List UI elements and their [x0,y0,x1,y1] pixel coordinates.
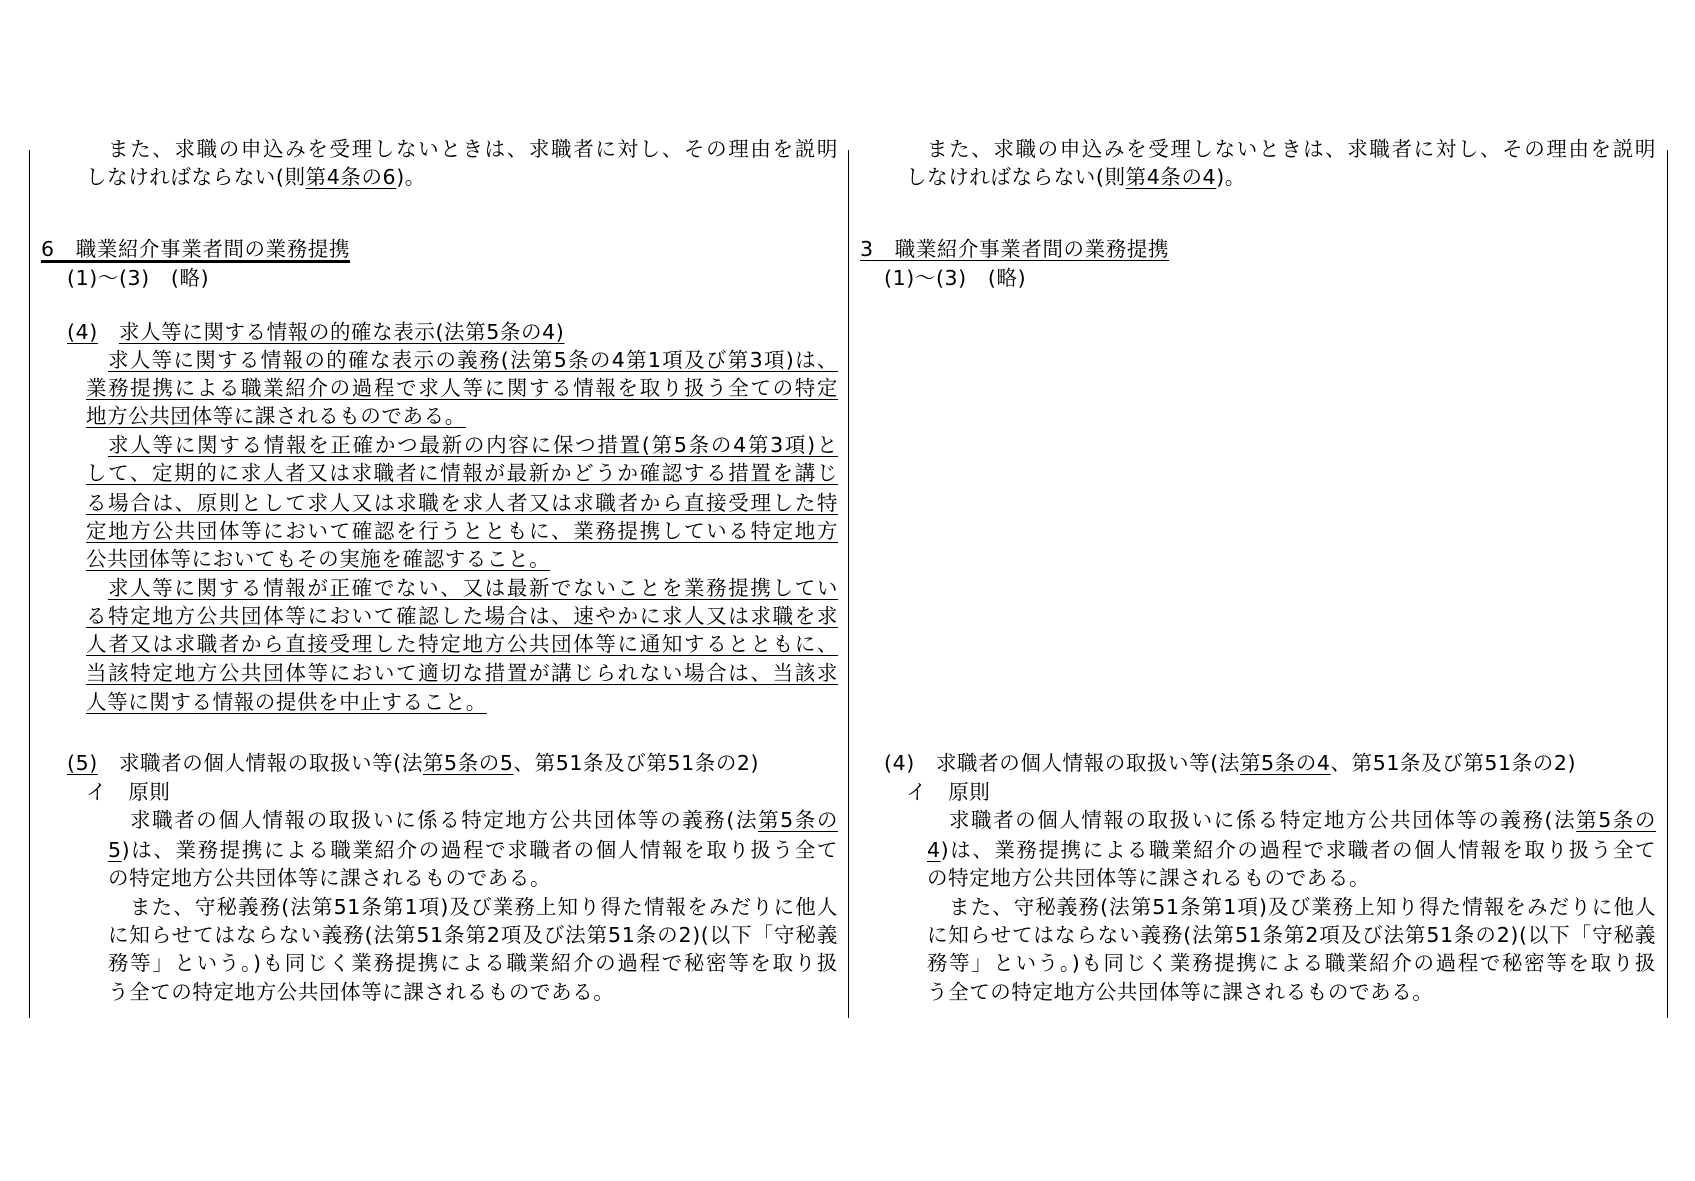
text-segment: )は、業務提携による職業紹介の過程で求職者の個人情報を取り扱う全て [940,838,1656,862]
underlined-amendment: 公共団体等においてもその実施を確認すること。 [86,547,551,571]
text-line [86,490,838,516]
text-segment: しなければならない(則 [86,165,306,189]
text-line [927,837,1656,863]
text-line [41,236,350,262]
underlined-amendment: 求人等に関する情報の的確な表示(法第5条の4) [118,320,565,344]
text-line [67,265,209,291]
underlined-amendment: 人者又は求職者から直接受理した特定地方公共団体等に通知するとともに、 [86,632,838,656]
underlined-amendment: 求人等に関する情報を正確かつ最新の内容に保つ措置(第5条の4第3項)と [108,433,838,457]
text-line [86,603,838,629]
underlined-amendment: 求人等に関する情報の的確な表示の義務(法第5条の4第1項及び第3項)は、 [108,348,838,372]
text-segment: また、守秘義務(法第51条第1項)及び業務上知り得た情報をみだりに他人 [949,895,1656,919]
text-line [108,432,838,458]
text-line [884,750,1576,776]
text-segment: に知らせてはならない義務(法第51条第2項及び法第51条の2)(以下「守秘義 [108,923,838,947]
text-segment: 務等」という。)も同じく業務提携による職業紹介の過程で秘密等を取り扱 [108,951,838,975]
text-line [927,979,1433,1005]
underlined-amendment: して、定期的に求人者又は求職者に情報が最新かどうか確認する措置を講じ [86,461,838,485]
text-segment: の特定地方公共団体等に課されるものである。 [927,866,1371,890]
text-segment: 求職者の個人情報の取扱いに係る特定地方公共団体等の義務(法 [130,808,759,832]
underlined-amendment: 4 [927,838,941,862]
underlined-amendment: 第5条の [1576,808,1656,832]
text-segment: 、第51条及び第51条の2) [1330,751,1577,775]
underlined-amendment: 第5条の [758,808,838,832]
text-line [86,660,838,686]
text-line [927,950,1656,976]
text-line [86,518,838,544]
text-line [860,236,1169,262]
text-segment [98,320,119,344]
text-line [86,546,550,572]
text-line [86,631,838,657]
underlined-amendment: 人等に関する情報の提供を中止すること。 [86,690,487,714]
text-line [86,460,838,486]
text-segment: う全ての特定地方公共団体等に課されるものである。 [108,980,615,1004]
text-line [130,894,838,920]
text-line [86,779,170,805]
text-line [108,950,838,976]
underlined-amendment: 当該特定地方公共団体等において適切な措置が講じられない場合は、当該求 [86,661,838,685]
text-segment: また、求職の申込みを受理しないときは、求職者に対し、その理由を説明 [927,137,1656,161]
text-line [927,865,1370,891]
text-segment: 、第51条及び第51条の2) [513,751,760,775]
text-segment: (4) 求職者の個人情報の取扱い等(法 [884,751,1240,775]
text-segment: しなければならない(則 [906,165,1126,189]
underlined-amendment: 5 [108,838,122,862]
text-segment: 求職者の個人情報の取扱いに係る特定地方公共団体等の義務(法 [949,808,1577,832]
text-line [906,779,990,805]
text-line [86,403,466,429]
underlined-amendment: 地方公共団体等に課されるものである。 [86,404,466,428]
underlined-amendment: る場合は、原則として求人又は求職を求人者又は求職者から直接受理した特 [86,491,838,515]
text-line [108,979,614,1005]
text-segment: イ 原則 [86,780,171,804]
text-line [108,575,838,601]
underlined-amendment: (5) [67,751,98,775]
underlined-amendment: (4) [67,320,98,344]
underlined-amendment: 業務提携による職業紹介の過程で求人等に関する情報を取り扱う全ての特定 [86,376,838,400]
text-line [86,375,838,401]
underlined-amendment: 第4条の6 [305,165,397,189]
text-segment: )。 [396,165,426,189]
text-segment: う全ての特定地方公共団体等に課されるものである。 [927,980,1434,1004]
text-line [884,265,1026,291]
text-line [67,319,564,345]
text-segment: に知らせてはならない義務(法第51条第2項及び法第51条の2)(以下「守秘義 [927,923,1656,947]
text-line [949,807,1656,833]
underlined-amendment: 求人等に関する情報が正確でない、又は最新でないことを業務提携してい [108,576,838,600]
underlined-amendment: 第5条の5 [422,751,514,775]
text-segment: 務等」という。)も同じく業務提携による職業紹介の過程で秘密等を取り扱 [927,951,1656,975]
column-divider [848,150,849,1018]
text-line [927,922,1656,948]
text-segment: )は、業務提携による職業紹介の過程で求職者の個人情報を取り扱う全て [121,838,838,862]
right-border [1667,150,1668,1018]
text-line [67,750,759,776]
text-line [108,865,551,891]
text-line [108,347,838,373]
text-line [927,136,1656,162]
text-segment: )。 [1216,165,1246,189]
underlined-amendment: 第5条の4 [1239,751,1331,775]
text-segment: 求職者の個人情報の取扱い等(法 [97,751,423,775]
text-segment: また、求職の申込みを受理しないときは、求職者に対し、その理由を説明 [108,137,838,161]
underlined-amendment: 6 職業紹介事業者間の業務提携 [41,237,351,261]
text-segment: イ 原則 [906,780,991,804]
underlined-amendment: 3 職業紹介事業者間の業務提携 [860,237,1170,261]
text-line [949,894,1656,920]
left-border [29,150,30,1018]
text-line [108,837,838,863]
text-line [86,164,426,190]
underlined-amendment: 第4条の4 [1125,165,1217,189]
text-line [130,807,838,833]
underlined-amendment: る特定地方公共団体等において確認した場合は、速やかに求人又は求職を求 [86,604,838,628]
text-segment: (1)～(3) (略) [884,266,1027,290]
text-segment: (1)～(3) (略) [67,266,210,290]
text-segment: の特定地方公共団体等に課されるものである。 [108,866,552,890]
text-segment: また、守秘義務(法第51条第1項)及び業務上知り得た情報をみだりに他人 [130,895,838,919]
text-line [108,922,838,948]
text-line [906,164,1246,190]
text-line [108,136,838,162]
underlined-amendment: 定地方公共団体等において確認を行うとともに、業務提携している特定地方 [86,519,838,543]
text-line [86,689,487,715]
